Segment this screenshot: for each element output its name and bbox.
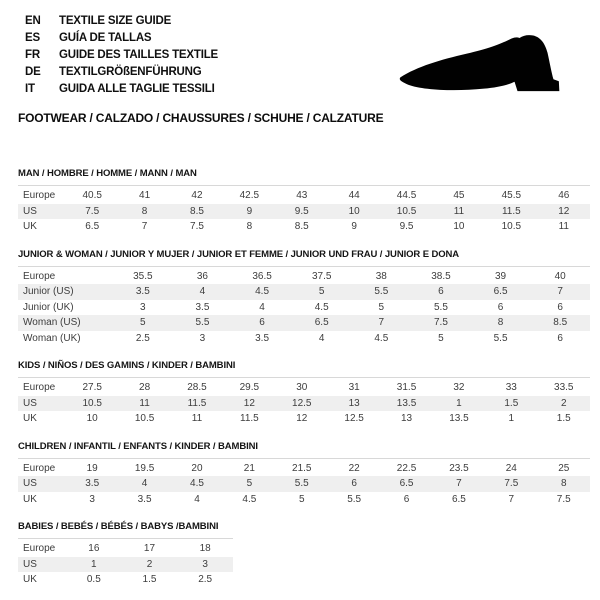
row-label: Woman (UK) [18,331,113,347]
size-cell: 43 [276,188,328,204]
language-row [25,13,218,30]
size-cell: 8 [471,315,531,331]
size-table-section-junior [18,249,590,347]
size-cell: 20 [171,461,223,477]
size-cell: 32 [433,380,485,396]
size-cell: 11.5 [171,396,223,412]
row-label: Junior (US) [18,284,113,300]
table-wrap [18,185,590,235]
row-label: US [18,476,66,492]
size-cell: 1 [485,411,537,427]
size-cell: 25 [538,461,590,477]
size-cell: 37.5 [292,269,352,285]
size-cell: 7.5 [411,315,471,331]
section-title: KIDS / NIÑOS / DES GAMINS / KINDER / BAMBINI [18,360,236,371]
size-cell: 17 [122,541,178,557]
size-cell: 13 [328,396,380,412]
size-cell: 40.5 [66,188,118,204]
language-title-block [25,13,218,98]
table-wrap [18,266,590,347]
size-cell: 3.5 [232,331,292,347]
size-cell: 5 [411,331,471,347]
language-label: TEXTILE SIZE GUIDE [59,15,172,27]
size-cell: 4 [232,300,292,316]
size-cell: 5 [352,300,412,316]
size-cell: 8.5 [530,315,590,331]
size-cell: 5.5 [276,476,328,492]
size-cell: 7 [530,284,590,300]
size-cell: 8 [223,219,275,235]
table-row [18,331,590,347]
size-cell: 12.5 [328,411,380,427]
row-label: Europe [18,541,66,557]
size-cell: 16 [66,541,122,557]
size-table-section-children [18,441,590,508]
size-cell: 11 [433,204,485,220]
size-cell: 4.5 [292,300,352,316]
size-cell: 6.5 [292,315,352,331]
size-cell: 18 [177,541,233,557]
language-label: GUIDE DES TAILLES TEXTILE [59,49,218,61]
size-cell: 13.5 [380,396,432,412]
row-label: UK [18,411,66,427]
size-cell: 1.5 [122,572,178,588]
size-cell: 5.5 [328,492,380,508]
table-wrap [18,458,590,508]
row-label: US [18,557,66,573]
size-cell: 8.5 [171,204,223,220]
size-cell: 7.5 [538,492,590,508]
size-cell: 5 [276,492,328,508]
table-row [18,572,233,588]
size-cell: 36 [173,269,233,285]
dress-shoe-icon [397,35,575,98]
row-label: Europe [18,461,66,477]
size-cell: 6 [232,315,292,331]
size-cell: 7 [118,219,170,235]
size-cell: 6.5 [66,219,118,235]
size-cell: 24 [485,461,537,477]
size-cell: 36.5 [232,269,292,285]
table-row [18,411,590,427]
size-cell: 7.5 [171,219,223,235]
size-cell: 3 [113,300,173,316]
table-row [18,315,590,331]
size-cell: 3.5 [66,476,118,492]
category-title: FOOTWEAR / CALZADO / CHAUSSURES / SCHUHE / CALZATURE [18,111,384,125]
size-cell: 45 [433,188,485,204]
size-cell: 6 [328,476,380,492]
size-cell: 5.5 [173,315,233,331]
size-cell: 6 [530,300,590,316]
size-cell: 7.5 [66,204,118,220]
size-cell: 10 [66,411,118,427]
size-cell: 11 [171,411,223,427]
size-cell: 10.5 [118,411,170,427]
language-code: IT [25,83,35,95]
row-label: Europe [18,188,66,204]
size-cell: 3 [173,331,233,347]
size-cell: 11 [118,396,170,412]
size-table-kids [18,380,590,427]
size-cell: 9.5 [380,219,432,235]
size-cell: 12.5 [276,396,328,412]
size-cell: 7.5 [485,476,537,492]
size-cell: 5 [292,284,352,300]
language-code: DE [25,66,41,78]
size-table-junior [18,269,590,347]
size-cell: 42.5 [223,188,275,204]
size-cell: 29.5 [223,380,275,396]
size-cell: 28 [118,380,170,396]
size-cell: 4 [171,492,223,508]
size-cell: 21.5 [276,461,328,477]
size-cell: 7 [352,315,412,331]
size-cell: 38.5 [411,269,471,285]
row-label: US [18,396,66,412]
row-label: Europe [18,269,113,285]
size-cell: 3 [66,492,118,508]
size-cell: 22.5 [380,461,432,477]
size-cell: 6.5 [380,476,432,492]
size-cell: 5.5 [471,331,531,347]
size-cell: 4 [118,476,170,492]
size-cell: 2 [538,396,590,412]
row-label: US [18,204,66,220]
language-label: TEXTILGRÖßENFÜHRUNG [59,66,202,78]
size-cell: 3 [177,557,233,573]
table-row [18,300,590,316]
size-cell: 22 [328,461,380,477]
size-cell: 13.5 [433,411,485,427]
size-cell: 27.5 [66,380,118,396]
table-row [18,492,590,508]
size-table-section-kids [18,360,590,427]
size-cell: 44.5 [380,188,432,204]
size-cell: 12 [223,396,275,412]
row-label: Woman (US) [18,315,113,331]
size-cell: 6.5 [433,492,485,508]
size-tables [18,168,590,600]
size-table-section-man [18,168,590,235]
size-table-children [18,461,590,508]
size-cell: 1.5 [538,411,590,427]
size-cell: 30 [276,380,328,396]
size-cell: 44 [328,188,380,204]
size-cell: 5.5 [411,300,471,316]
table-row [18,541,233,557]
language-label: GUIDA ALLE TAGLIE TESSILI [59,83,215,95]
size-cell: 23.5 [433,461,485,477]
row-label: Europe [18,380,66,396]
size-cell: 33 [485,380,537,396]
size-cell: 4.5 [352,331,412,347]
table-row [18,461,590,477]
size-cell: 11 [538,219,590,235]
section-title: BABIES / BEBÉS / BÉBÉS / BABYS /BAMBINI [18,521,219,532]
size-cell: 2.5 [177,572,233,588]
table-row [18,476,590,492]
row-label: UK [18,492,66,508]
row-label: UK [18,219,66,235]
size-cell: 9 [328,219,380,235]
language-row [25,30,218,47]
size-cell: 8 [118,204,170,220]
language-code: EN [25,15,41,27]
size-table-babies [18,541,233,588]
size-cell: 2 [122,557,178,573]
size-cell: 10.5 [485,219,537,235]
table-wrap [18,377,590,427]
table-row [18,284,590,300]
size-cell: 6 [530,331,590,347]
size-cell: 42 [171,188,223,204]
section-title: JUNIOR & WOMAN / JUNIOR Y MUJER / JUNIOR ET FEMME / JUNIOR UND FRAU / JUNIOR E DONA [18,248,460,260]
size-cell: 38 [352,269,412,285]
language-code: FR [25,49,40,61]
table-row [18,204,590,220]
size-cell: 6 [411,284,471,300]
table-row [18,380,590,396]
size-cell: 5 [113,315,173,331]
size-cell: 19 [66,461,118,477]
size-cell: 31.5 [380,380,432,396]
size-cell: 13 [380,411,432,427]
size-cell: 1 [66,557,122,573]
size-cell: 19.5 [118,461,170,477]
size-cell: 35.5 [113,269,173,285]
table-row [18,557,233,573]
table-row [18,396,590,412]
size-cell: 3.5 [118,492,170,508]
language-row [25,47,218,64]
size-cell: 21 [223,461,275,477]
size-cell: 4 [173,284,233,300]
size-cell: 10 [328,204,380,220]
size-cell: 7 [433,476,485,492]
size-cell: 11.5 [485,204,537,220]
section-title: MAN / HOMBRE / HOMME / MANN / MAN [18,168,197,179]
language-code: ES [25,32,40,44]
size-cell: 3.5 [113,284,173,300]
size-cell: 9.5 [276,204,328,220]
size-cell: 6 [471,300,531,316]
size-cell: 4.5 [232,284,292,300]
size-cell: 46 [538,188,590,204]
size-cell: 8 [538,476,590,492]
size-cell: 4.5 [223,492,275,508]
size-cell: 0.5 [66,572,122,588]
row-label: Junior (UK) [18,300,113,316]
row-label: UK [18,572,66,588]
size-cell: 10.5 [66,396,118,412]
size-table-man [18,188,590,235]
size-cell: 39 [471,269,531,285]
size-cell: 6 [380,492,432,508]
table-row [18,188,590,204]
size-cell: 28.5 [171,380,223,396]
size-cell: 3.5 [173,300,233,316]
size-cell: 4 [292,331,352,347]
language-row [25,64,218,81]
size-cell: 1.5 [485,396,537,412]
section-title: CHILDREN / INFANTIL / ENFANTS / KINDER / BAMBINI [18,440,258,452]
size-cell: 5 [223,476,275,492]
table-row [18,269,590,285]
size-cell: 12 [538,204,590,220]
size-cell: 1 [433,396,485,412]
size-cell: 7 [485,492,537,508]
size-cell: 12 [276,411,328,427]
size-cell: 9 [223,204,275,220]
size-table-section-babies [18,521,590,588]
size-cell: 6.5 [471,284,531,300]
size-cell: 41 [118,188,170,204]
table-row [18,219,590,235]
size-cell: 11.5 [223,411,275,427]
language-row [25,81,218,98]
language-label: GUÍA DE TALLAS [59,32,152,44]
size-cell: 8.5 [276,219,328,235]
size-cell: 10 [433,219,485,235]
size-cell: 40 [530,269,590,285]
size-cell: 2.5 [113,331,173,347]
size-cell: 4.5 [171,476,223,492]
table-wrap [18,538,233,588]
size-cell: 33.5 [538,380,590,396]
size-cell: 5.5 [352,284,412,300]
size-cell: 10.5 [380,204,432,220]
size-cell: 45.5 [485,188,537,204]
size-cell: 31 [328,380,380,396]
